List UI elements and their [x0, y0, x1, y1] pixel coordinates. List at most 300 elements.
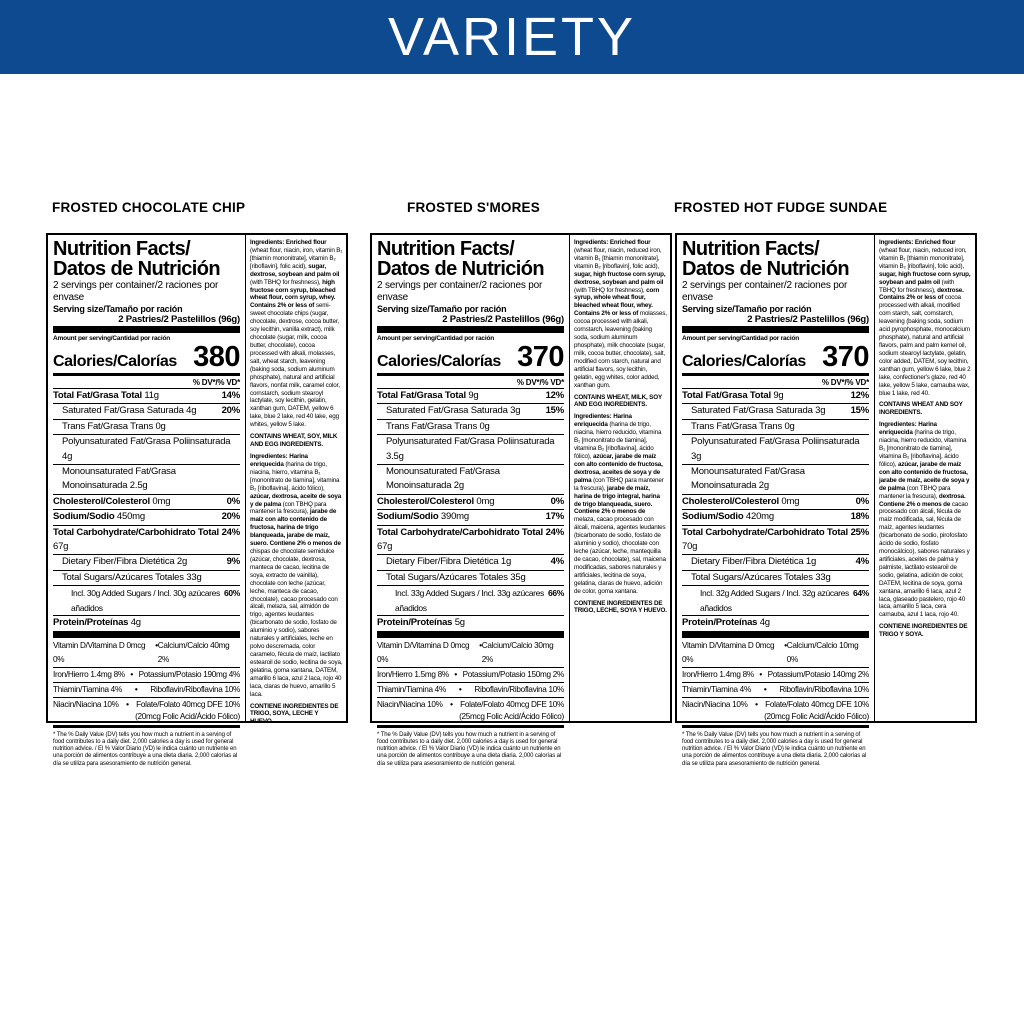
ingredients-es: [574, 413, 667, 595]
ingredient-main: Contains 2% or less of: [574, 310, 639, 318]
vitamin-right: Riboflavin/Riboflavina 10%: [474, 684, 564, 694]
ingredient-detail: cocoa processed with alkali, modified corn starch, salt, cornstarch, leavening (baking soda, sodium acid pyrophosphate, monocalcium phosphate), natural and artificial flavors, palm and palm kernel oil, sodium stearoyl lactylate, gelatin, color added, DATEM, soy lecithin, xanthan gum, yellow 6 lake, blue 2 lake, confectioner's glaze, red 40 lake, yellow 5 lake, carnauba wax, blue 1 lake, red 40.: [879, 294, 971, 397]
nutrient-label: Sodium/Sodio: [53, 511, 115, 523]
allergen-en: [250, 433, 343, 449]
carbohydrate-row: [53, 525, 240, 555]
ingredient-main: sugar, high fructose corn syrup, soybean and palm oil: [879, 270, 971, 286]
nutrient-amount: 3g: [815, 405, 826, 417]
ingredient-main: Harina enriquecida: [574, 413, 632, 429]
calories-label: Calories/Calorías: [682, 353, 806, 370]
ingredient-detail: cacao procesado con álcali, fécula de maíz modificada, sal, fécula de maíz, agentes leudantes (bicarbonato de sodio, pirofosfato ácido de sodio, fosfato monocálcico), sabores naturales y artificiales, aceites de palma y palmiste, lactilato estearoil de sodio, gelatina, adición de color, DATEM, lecitina de soya, goma xantana, amarillo 6 laca, azul 2 laca, glaseado pastelero, rojo 40 laca, amarillo 5 laca, cera carnauba, azul 1 laca, rojo 40.: [879, 500, 970, 619]
nutrient-amount: 2.5g: [129, 480, 148, 492]
sodium-row: [377, 509, 564, 524]
nf-title-es: Datos de Nutrición: [53, 258, 220, 280]
serving-size-value: 2 Pastries/2 Pastelillos (96g): [442, 314, 564, 325]
ingredient-main: azúcar, jarabe de maíz con alto contenido de fructosa, jarabe de maíz, aceite de soya y de palma: [879, 460, 970, 492]
nutrient-dv: 15%: [850, 405, 869, 417]
vitamin-row: [682, 667, 869, 682]
total-fat-row: [682, 388, 869, 403]
serving-size-value: 2 Pastries/2 Pastelillos (96g): [747, 314, 869, 325]
bullet: •: [155, 640, 158, 650]
ingredient-main: Contains 2% or less of: [250, 302, 315, 310]
sat-fat-row: [682, 403, 869, 418]
nutrient-label: Total Fat/Grasa Total: [377, 390, 466, 401]
allergen-statement: CONTAINS WHEAT, MILK, SOY AND EGG INGREDIENTS.: [574, 393, 662, 409]
amount-per-serving: Amount per serving/Cantidad por ración: [53, 335, 170, 342]
bullet: •: [126, 699, 129, 709]
ingredient-detail: (harina de trigo, niacina, hierro reducido, vitamina B₁ [mononitrato de tiamina], vitamina B₂ [riboflavina], ácido fólico),: [574, 421, 662, 460]
poly-fat-row: [377, 434, 564, 464]
vitamin-row: [682, 682, 869, 697]
nutrient-label: Total Sugars/Azúcares Totales: [62, 571, 184, 583]
allergen-en: [879, 401, 972, 417]
nutrient-dv: 25%: [850, 526, 869, 538]
nutrient-dv: 24%: [545, 526, 564, 538]
nutrient-amount: 3g: [691, 450, 702, 462]
vitamin-left: Niacin/Niacina 10%: [53, 699, 119, 709]
nutrition-label: [370, 233, 672, 767]
nutrient-amount: 33g: [186, 571, 202, 583]
nutrient-amount: 4g: [186, 405, 197, 417]
vitamin-left: Vitamin D/Vitamina D 0mcg 0%: [377, 640, 470, 664]
nutrient-dv: 9%: [226, 556, 240, 568]
nutrient-amount: 3.5g: [386, 450, 404, 462]
ingredient-detail: (harina de trigo, niacina, hierro reducido, vitamina B₁ [mononitrato de tiamina], vitamina B₂ [riboflavina], ácido fólico),: [879, 429, 967, 468]
nutrient-label: Saturated Fat/Grasa Saturada: [386, 405, 508, 417]
ingredient-main: Harina enriquecida: [250, 452, 308, 468]
allergen-es: [250, 703, 343, 727]
allergen-es: [879, 623, 972, 639]
bullet: •: [134, 684, 138, 694]
nutrient-label: Protein/Proteínas: [53, 617, 129, 629]
sodium-row: [682, 509, 869, 524]
vitamin-row: [377, 697, 564, 712]
divider: [377, 631, 564, 638]
added-sugars-row: [682, 585, 869, 615]
vitamin-row: [53, 639, 240, 667]
calories-row: [53, 343, 240, 371]
total-fat-row: [377, 388, 564, 403]
carbohydrate-row: [682, 525, 869, 555]
ingredient-main: dextrosa.: [938, 492, 966, 500]
nutrition-label: [46, 233, 348, 767]
flavor-title: FROSTED CHOCOLATE CHIP: [52, 200, 246, 215]
vitamin-right: Potassium/Potasio 190mg 4%: [138, 669, 240, 679]
vitamin-right: Potassium/Potasio 150mg 2%: [462, 669, 564, 679]
amount-per-serving: Amount per serving/Cantidad por ración: [377, 335, 494, 342]
ingredients-panel: [875, 235, 975, 721]
nutrient-label: Trans Fat/Grasa Trans: [386, 420, 478, 432]
ingredient-main: azúcar, dextrosa, aceite de soya y de palma: [250, 492, 342, 508]
nutrient-dv: 4%: [550, 556, 564, 568]
vitamin-right: Folate/Folato 40mcg DFE 10%: [460, 699, 564, 709]
serving-size-label: Serving size/Tamaño por ración: [377, 304, 507, 314]
nutrient-label: Total Fat/Grasa Total: [682, 390, 771, 401]
ingredient-main: high fructose corn syrup, bleached wheat flour, corn syrup, whey.: [250, 278, 336, 302]
ingredients-es: [250, 453, 343, 699]
nutrient-amount: 33g: [815, 571, 831, 583]
nutrient-label: Total Sugars/Azúcares Totales: [691, 571, 813, 583]
nutrient-label: Incl. 30g Added Sugars / Incl. 30g azúcares añadidos: [71, 588, 220, 613]
nutrient-dv: 0%: [550, 495, 564, 507]
nutrient-amount: 2g: [176, 556, 188, 568]
nf-title-es: Datos de Nutrición: [377, 258, 544, 280]
ingredient-main: Contiene 2% o menos de: [879, 500, 951, 508]
ingredient-detail: melaza, cacao procesado con álcali, maicena, agentes leudantes (bicarbonato de sodio, fosfato de aluminio y sodio), chocolate con leche (azúcar, leche, mantequilla de cacao, chocolate), sal, maicena modificadas, sabores naturales y artificiales, lecitina de soya, gelatina, claras de huevo, adición de color, goma xantana.: [574, 516, 666, 595]
nutrient-dv: 20%: [221, 405, 240, 417]
ingredient-main: sugar, high fructose corn syrup, dextrose, soybean and palm oil: [574, 270, 666, 286]
nutrient-amount: 5g: [454, 617, 465, 629]
serving-size-label: Serving size/Tamaño por ración: [53, 304, 183, 314]
calories-value: 380: [193, 341, 240, 373]
allergen-statement: CONTIENE INGREDIENTES DE TRIGO Y SOYA.: [879, 623, 968, 639]
nutrient-label: Protein/Proteínas: [377, 617, 453, 629]
protein-row: [377, 615, 564, 630]
calories-label: Calories/Calorías: [53, 353, 177, 370]
ingredient-main: Harina enriquecida: [879, 421, 937, 437]
nutrient-dv: 66%: [548, 588, 564, 599]
bullet: •: [755, 699, 758, 709]
ingredient-detail: chispas de chocolate semidulce (azúcar, chocolate, dextrosa, manteca de cacao, lecitina de soya, extracto de vainilla), chocolate con leche (azúcar, leche, manteca de cacao, chocolate), cacao procesado con álcali, melaza, sal, almidón de trigo, agentes leudantes (bicarbonato de sodio, fosfato de aluminio y sodio), sabores naturales y artificiales, leche en polvo descremada, color caramelo, fécula de maíz, lactilato estearoil de sodio, lecitina de soya, gelatina, goma xantana, DATEM, amarillo 6 laca, azul 2 laca, rojo 40 laca, claras de huevo, amarillo 5 laca.: [250, 548, 343, 698]
ingredients-heading: Ingredients:: [250, 239, 285, 246]
nutrient-dv: 0%: [855, 495, 869, 507]
dv-footnote: * The % Daily Value (DV) tells you how much a nutrient in a serving of food contributes to a daily diet. 2,000 calories a day is used for general nutrition advice. / El % Valor Diario (VD) le indica cuánto un nutriente en una porción de alimentos contribuye a una dieta diaria. 2,000 calorías al día se utiliza para asesoramiento de nutrición general.: [682, 725, 869, 768]
fiber-row: [53, 554, 240, 569]
nutrient-label: Total Fat/Grasa Total: [53, 390, 142, 401]
dv-footnote: * The % Daily Value (DV) tells you how much a nutrient in a serving of food contributes to a daily diet. 2,000 calories a day is used for general nutrition advice. / El % Valor Diario (VD) le indica cuánto un nutriente en una porción de alimentos contribuye a una dieta diaria. 2,000 calorías al día se utiliza para asesoramiento de nutrición general.: [53, 725, 240, 768]
nutrient-label: Dietary Fiber/Fibra Dietética: [62, 556, 175, 568]
allergen-en: [574, 394, 667, 410]
nutrient-dv: 0%: [226, 495, 240, 507]
vitamin-row: [377, 667, 564, 682]
ingredient-detail: (wheat flour, niacin, reduced iron, vitamin B₁ [thiamin mononitrate], vitamin B₂ [riboflavin], folic acid),: [879, 246, 967, 270]
nutrient-amount: 0g: [479, 420, 490, 432]
divider: [53, 631, 240, 638]
nutrient-label: Protein/Proteínas: [682, 617, 758, 629]
nutrient-amount: 2g: [453, 480, 464, 492]
nutrient-dv: 64%: [853, 588, 869, 599]
servings-per-container: 2 servings per container/2 raciones por envase: [682, 280, 848, 303]
nutrient-label: Cholesterol/Colesterol: [53, 495, 150, 507]
fiber-row: [377, 554, 564, 569]
nutrient-label: Dietary Fiber/Fibra Dietética: [386, 556, 499, 568]
trans-fat-row: [682, 419, 869, 434]
header-banner: [0, 0, 1024, 74]
nf-title: [682, 239, 869, 279]
ingredient-detail: (with TBHQ for freshness),: [879, 278, 955, 294]
nutrition-facts-panel: [677, 235, 875, 767]
nutrient-amount: 4g: [130, 617, 141, 629]
nutrient-amount: 1g: [500, 556, 512, 568]
bullet: •: [784, 640, 787, 650]
nutrient-amount: 67g: [53, 541, 69, 553]
vitamin-left: Iron/Hierro 1.4mg 8%: [53, 669, 125, 679]
vitamin-left: Niacin/Niacina 10%: [682, 699, 748, 709]
nutrient-dv: 20%: [221, 511, 240, 523]
vitamin-left: Iron/Hierro 1.5mg 8%: [377, 669, 449, 679]
vitamin-row: [53, 667, 240, 682]
added-sugars-row: [53, 585, 240, 615]
nutrient-amount: 67g: [377, 541, 393, 553]
vitamin-right: Calcium/Calcio 30mg 2%: [481, 640, 554, 664]
nutrient-amount: 450mg: [116, 511, 145, 523]
ingredient-main: Contiene 2% o menos de: [269, 540, 341, 548]
nutrient-dv: 12%: [850, 390, 869, 401]
dv-footnote: * The % Daily Value (DV) tells you how much a nutrient in a serving of food contributes to a daily diet. 2,000 calories a day is used for general nutrition advice. / El % Valor Diario (VD) le indica cuánto un nutriente en una porción de alimentos contribuye a una dieta diaria. 2,000 calorías al día se utiliza para asesoramiento de nutrición general.: [377, 725, 564, 768]
nutrient-amount: 420mg: [745, 511, 774, 523]
vitamin-row: [682, 639, 869, 667]
ingredient-main: Enriched flour: [609, 239, 651, 246]
ingredient-main: Enriched flour: [914, 239, 956, 246]
bullet: •: [759, 669, 762, 679]
nutrient-label: Total Carbohydrate/Carbohidrato Total: [53, 526, 219, 538]
nutrient-label: Total Carbohydrate/Carbohidrato Total: [377, 526, 543, 538]
ingredient-detail: semi-sweet chocolate chips (sugar, chocolate, dextrose, cocoa butter, soy lecithin, vanilla extract), milk chocolate (sugar, milk, cocoa butter, chocolate), cocoa processed with alkali, molasses, salt, wheat starch, leavening (baking soda, sodium aluminum phosphate), natural and artificial flavors, nonfat milk, caramel color, cornstarch, sodium stearoyl lactylate, soy lecithin, gelatin, xanthan gum, DATEM, yellow 6 lake, blue 2 lake, red 40 lake, egg whites, yellow 5 lake.: [250, 302, 340, 429]
nutrient-amount: 9g: [773, 390, 784, 401]
ingredient-detail: (con TBHQ para mantener la frescura),: [250, 500, 327, 516]
ingredient-main: dextrose.: [937, 286, 964, 294]
allergen-statement: CONTAINS WHEAT, SOY, MILK AND EGG INGREDIENTS.: [250, 433, 338, 449]
bullet: •: [130, 669, 133, 679]
ingredients-es: [879, 421, 972, 619]
vitamin-row: [377, 639, 564, 667]
vitamin-left: Iron/Hierro 1.4mg 8%: [682, 669, 754, 679]
nutrient-label: Incl. 32g Added Sugars / Incl. 32g azúcares añadidos: [700, 588, 849, 613]
nutrient-amount: 0g: [784, 420, 795, 432]
trans-fat-row: [53, 419, 240, 434]
vitamin-left: Niacin/Niacina 10%: [377, 699, 443, 709]
nutrient-amount: 1g: [805, 556, 817, 568]
vitamin-right: Potassium/Potasio 140mg 2%: [767, 669, 869, 679]
trans-fat-row: [377, 419, 564, 434]
bullet: •: [763, 684, 767, 694]
nutrient-amount: 3g: [510, 405, 521, 417]
ingredients-en: [574, 239, 667, 390]
ingredients-heading: Ingredients:: [879, 239, 914, 246]
vitamin-right: Calcium/Calcio 40mg 2%: [157, 640, 230, 664]
nutrient-label: Saturated Fat/Grasa Saturada: [62, 405, 184, 417]
allergen-statement: CONTAINS WHEAT AND SOY INGREDIENTS.: [879, 401, 963, 417]
cholesterol-row: [377, 494, 564, 509]
banner-title: VARIETY: [387, 7, 637, 67]
ingredient-main: Contiene 2% o menos de: [574, 508, 646, 516]
folic-acid-note: (20mcg Folic Acid/Ácido Fólico): [764, 711, 869, 721]
flavor-title: FROSTED HOT FUDGE SUNDAE: [674, 200, 888, 215]
nutrient-label: Cholesterol/Colesterol: [377, 495, 474, 507]
carbohydrate-row: [377, 525, 564, 555]
divider: [682, 373, 869, 376]
serving-size-label: Serving size/Tamaño por ración: [682, 304, 812, 314]
added-sugars-row: [377, 585, 564, 615]
mono-fat-row: [377, 464, 564, 494]
nutrient-dv: 14%: [221, 390, 240, 401]
divider: [682, 326, 869, 333]
nutrient-amount: 0g: [155, 420, 166, 432]
protein-row: [53, 615, 240, 630]
nutrient-label: Incl. 33g Added Sugars / Incl. 33g azúcares añadidos: [395, 588, 544, 613]
total-fat-row: [53, 388, 240, 403]
ingredients-panel: [246, 235, 346, 726]
nutrient-dv: 17%: [545, 511, 564, 523]
vitamin-right: Folate/Folato 40mcg DFE 10%: [136, 699, 240, 709]
nutrient-label: Polyunsaturated Fat/Grasa Poliinsaturada: [386, 436, 555, 448]
ingredients-heading: Ingredientes:: [574, 413, 612, 421]
nutrient-amount: 2g: [758, 480, 769, 492]
vitamin-left: Vitamin D/Vitamina D 0mcg 0%: [53, 640, 146, 664]
calories-row: [377, 343, 564, 371]
vitamin-right: Calcium/Calcio 10mg 0%: [786, 640, 859, 664]
poly-fat-row: [682, 434, 869, 464]
nutrient-amount: 9g: [468, 390, 479, 401]
folic-acid-note: (20mcg Folic Acid/Ácido Fólico): [135, 711, 240, 721]
ingredient-detail: (con TBHQ para mantener la frescura),: [879, 484, 951, 500]
calories-row: [682, 343, 869, 371]
calories-label: Calories/Calorías: [377, 353, 501, 370]
nutrient-label: Sodium/Sodio: [682, 511, 744, 523]
vitamin-left: Thiamin/Tiamina 4%: [682, 684, 751, 694]
vitamin-row: [53, 682, 240, 697]
nf-title-en: Nutrition Facts/: [377, 238, 515, 260]
poly-fat-row: [53, 434, 240, 464]
nf-title-en: Nutrition Facts/: [53, 238, 191, 260]
nutrient-amount: 390mg: [440, 511, 469, 523]
sat-fat-row: [53, 403, 240, 418]
nutrient-label: Total Carbohydrate/Carbohidrato Total: [682, 526, 848, 538]
vitamin-right: Riboflavin/Riboflavina 10%: [150, 684, 240, 694]
nutrient-amount: 4g: [62, 450, 73, 462]
vitamin-left: Thiamin/Tiamina 4%: [377, 684, 446, 694]
divider: [53, 373, 240, 376]
bullet: •: [454, 669, 457, 679]
nutrient-label: Total Sugars/Azúcares Totales: [386, 571, 508, 583]
nutrient-amount: 4g: [759, 617, 770, 629]
ingredient-detail: (with TBHQ for freshness),: [250, 278, 321, 286]
nutrient-amount: 35g: [510, 571, 526, 583]
nutrient-amount: 11g: [144, 390, 159, 401]
vitamin-left: Vitamin D/Vitamina D 0mcg 0%: [682, 640, 775, 664]
nutrient-dv: 12%: [545, 390, 564, 401]
allergen-statement: CONTIENE INGREDIENTES DE TRIGO, SOYA, LECHE Y HUEVO.: [250, 702, 339, 726]
bullet: •: [479, 640, 482, 650]
fiber-row: [682, 554, 869, 569]
ingredients-panel: [570, 235, 670, 721]
calories-value: 370: [517, 341, 564, 373]
ingredient-main: corn syrup, whole wheat flour, bleached wheat flour, whey.: [574, 286, 660, 310]
servings-per-container: 2 servings per container/2 raciones por envase: [53, 280, 219, 303]
ingredient-main: jarabe de maíz, harina de trigo integral, harina de trigo blanqueada, suero.: [574, 484, 660, 508]
ingredients-heading: Ingredientes:: [879, 421, 917, 429]
calories-value: 370: [822, 341, 869, 373]
nutrition-label: [675, 233, 977, 767]
nutrient-amount: 0mg: [476, 495, 495, 507]
allergen-statement: CONTIENE INGREDIENTES DE TRIGO, LECHE, SOYA Y HUEVO.: [574, 599, 667, 615]
nutrient-dv: 18%: [850, 511, 869, 523]
nutrient-dv: 60%: [224, 588, 240, 599]
divider: [53, 326, 240, 333]
nutrient-label: Monounsaturated Fat/Grasa Monoinsaturada: [386, 466, 500, 492]
ingredient-detail: (harina de trigo, niacina, hierro, vitamina B₁ [mononitrato de tiamina], vitamina B₂ [riboflavina], ácido fólico),: [250, 460, 340, 492]
ingredient-main: jarabe de maíz con alto contenido de fructosa, harina de trigo blanqueada, jarabe de maíz, suero.: [250, 508, 337, 548]
nutrition-facts-panel: [372, 235, 570, 767]
ingredient-main: Enriched flour: [285, 239, 327, 246]
dv-header: % DV*/% VD*: [821, 378, 869, 387]
vitamin-row: [53, 697, 240, 712]
nutrient-label: Sodium/Sodio: [377, 511, 439, 523]
ingredient-detail: (wheat flour, niacin, reduced iron, vitamin B₁ [thiamin mononitrate], vitamin B₂ [riboflavin], folic acid),: [574, 246, 662, 270]
sugars-row: [682, 570, 869, 585]
nutrient-label: Polyunsaturated Fat/Grasa Poliinsaturada: [691, 436, 860, 448]
nutrient-label: Monounsaturated Fat/Grasa Monoinsaturada: [691, 466, 805, 492]
nutrition-facts-panel: [48, 235, 246, 767]
nutrient-dv: 4%: [855, 556, 869, 568]
nutrient-dv: 15%: [545, 405, 564, 417]
divider: [377, 373, 564, 376]
sugars-row: [53, 570, 240, 585]
ingredients-en: [250, 239, 343, 429]
mono-fat-row: [53, 464, 240, 494]
flavor-title: FROSTED S'MORES: [407, 200, 540, 215]
nf-title: [377, 239, 564, 279]
vitamin-right: Riboflavin/Riboflavina 10%: [779, 684, 869, 694]
nf-title: [53, 239, 240, 279]
nutrient-amount: 70g: [682, 541, 698, 553]
nutrient-amount: 0mg: [152, 495, 171, 507]
nutrient-amount: 0mg: [781, 495, 800, 507]
nutrient-label: Trans Fat/Grasa Trans: [691, 420, 783, 432]
amount-per-serving: Amount per serving/Cantidad por ración: [682, 335, 799, 342]
nf-title-en: Nutrition Facts/: [682, 238, 820, 260]
nutrient-dv: 24%: [221, 526, 240, 538]
cholesterol-row: [53, 494, 240, 509]
sodium-row: [53, 509, 240, 524]
vitamin-left: Thiamin/Tiamina 4%: [53, 684, 122, 694]
ingredients-heading: Ingredients:: [574, 239, 609, 246]
divider: [377, 326, 564, 333]
dv-header: % DV*/% VD*: [192, 378, 240, 387]
nutrient-label: Cholesterol/Colesterol: [682, 495, 779, 507]
nutrient-label: Dietary Fiber/Fibra Dietética: [691, 556, 804, 568]
ingredient-detail: (wheat flour, niacin, iron, vitamin B₁ [thiamin mononitrate], vitamin B₂ [riboflavin], folic acid),: [250, 246, 343, 270]
bullet: •: [450, 699, 453, 709]
ingredient-detail: (con TBHQ para mantener la frescura),: [574, 476, 664, 492]
folic-acid-note: (25mcg Folic Acid/Ácido Fólico): [459, 711, 564, 721]
ingredient-main: azúcar, jarabe de maíz con alto contenido de fructosa, dextrosa, aceites de soya y de palma: [574, 452, 663, 484]
nutrient-label: Monounsaturated Fat/Grasa Monoinsaturada: [62, 466, 176, 492]
ingredient-main: sugar, dextrose, soybean and palm oil: [250, 262, 340, 278]
bullet: •: [458, 684, 462, 694]
ingredient-detail: (with TBHQ for freshness),: [574, 286, 645, 294]
nf-title-es: Datos de Nutrición: [682, 258, 849, 280]
nutrient-label: Polyunsaturated Fat/Grasa Poliinsaturada: [62, 436, 231, 448]
servings-per-container: 2 servings per container/2 raciones por envase: [377, 280, 543, 303]
ingredients-en: [879, 239, 972, 397]
cholesterol-row: [682, 494, 869, 509]
protein-row: [682, 615, 869, 630]
vitamin-right: Folate/Folato 40mcg DFE 10%: [765, 699, 869, 709]
vitamin-row: [682, 697, 869, 712]
nutrient-label: Trans Fat/Grasa Trans: [62, 420, 154, 432]
ingredient-detail: molasses, cocoa processed with alkali, cornstarch, leavening (baking soda, sodium aluminum phosphate), milk chocolate (sugar, milk, cocoa butter, chocolate), salt, modified corn starch, natural and artificial flavors, soy lecithin, gelatin, egg whites, color added, xanthan gum.: [574, 310, 667, 389]
vitamin-row: [377, 682, 564, 697]
allergen-es: [574, 600, 667, 616]
ingredients-heading: Ingredientes:: [250, 452, 288, 460]
mono-fat-row: [682, 464, 869, 494]
serving-size-value: 2 Pastries/2 Pastelillos (96g): [118, 314, 240, 325]
nutrient-label: Saturated Fat/Grasa Saturada: [691, 405, 813, 417]
divider: [682, 631, 869, 638]
dv-header: % DV*/% VD*: [516, 378, 564, 387]
sat-fat-row: [377, 403, 564, 418]
